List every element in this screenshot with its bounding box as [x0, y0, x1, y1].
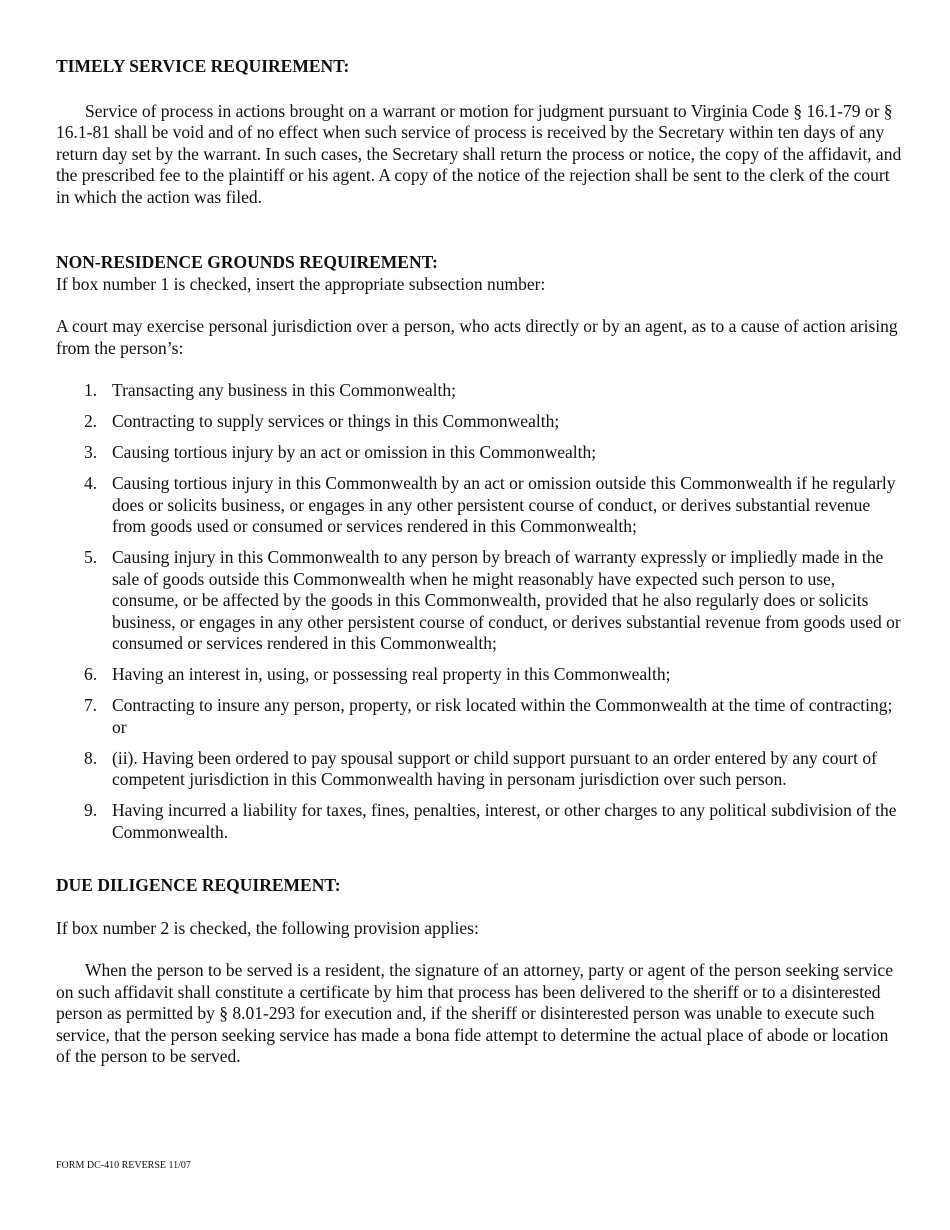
list-item — [56, 442, 902, 464]
form-id-footer: FORM DC-410 REVERSE 11/07 — [56, 1160, 191, 1171]
list-item-number: 1. — [84, 380, 98, 400]
list-item-text: (ii). Having been ordered to pay spousal support or child support pursuant to an order entered by any court of competent jurisdiction in this Commonwealth having in personam jurisdiction over such person. — [112, 747, 877, 789]
non-residence-paragraph: A court may exercise personal jurisdiction over a person, who acts directly or by an agent, as to a cause of action arising from the person’s: — [56, 316, 898, 358]
non-residence-intro: If box number 1 is checked, insert the appropriate subsection number: — [56, 273, 546, 294]
list-item-number: 6. — [84, 664, 98, 684]
list-item — [56, 664, 902, 686]
jurisdiction-list — [56, 380, 902, 843]
list-item-text: Contracting to insure any person, property, or risk located within the Commonwealth at the time of contracting; or — [112, 695, 893, 737]
list-item-text: Having an interest in, using, or possessing real property in this Commonwealth; — [112, 664, 671, 684]
due-diligence-intro: If box number 2 is checked, the following provision applies: — [56, 917, 479, 938]
due-diligence-heading: DUE DILIGENCE REQUIREMENT: — [56, 875, 341, 895]
timely-service-section — [56, 56, 902, 208]
list-item-text: Causing tortious injury in this Commonwealth by an act or omission outside this Commonwealth if he regularly does or solicits business, or engages in any other persistent course of conduct, or derives substantial revenue from goods used or consumed or services rendered in this Commonwealth; — [112, 473, 896, 536]
list-item-text: Causing tortious injury by an act or omission in this Commonwealth; — [112, 442, 597, 462]
list-item-number: 5. — [84, 547, 98, 567]
list-item-text: Having incurred a liability for taxes, fines, penalties, interest, or other charges to any political subdivision of the Commonwealth. — [112, 800, 897, 842]
list-item-number: 4. — [84, 473, 98, 493]
list-item-text: Causing injury in this Commonwealth to any person by breach of warranty expressly or impliedly made in the sale of goods outside this Commonwealth when he might reasonably have expected such person to use, consume, or be affected by the goods in this Commonwealth, provided that he also regularly does or solicits business, or engages in any other persistent course of conduct, or derives substantial revenue from goods used or consumed or services rendered in this Commonwealth; — [112, 547, 901, 653]
list-item — [56, 473, 902, 538]
document-page — [56, 56, 902, 1068]
list-item-number: 3. — [84, 442, 98, 462]
list-item — [56, 547, 902, 655]
list-item — [56, 800, 902, 843]
non-residence-section — [56, 252, 902, 843]
list-item-number: 7. — [84, 695, 98, 715]
list-item-text: Transacting any business in this Commonwealth; — [112, 380, 456, 400]
list-item — [56, 695, 902, 738]
non-residence-heading: NON-RESIDENCE GROUNDS REQUIREMENT: — [56, 252, 438, 272]
list-item-number: 8. — [84, 747, 98, 768]
timely-service-body: Service of process in actions brought on a warrant or motion for judgment pursuant to Virginia Code § 16.1-79 or § 16.1-81 shall be void and of no effect when such service of process is received by the Secretary within ten days of any return day set by the warrant. In such cases, the Secretary shall return the process or notice, the copy of the affidavit, and the prescribed fee to the plaintiff or his agent. A copy of the notice of the rejection shall be sent to the clerk of the court in which the action was filed. — [56, 100, 902, 207]
timely-service-heading: TIMELY SERVICE REQUIREMENT: — [56, 56, 350, 76]
list-item-number: 9. — [84, 800, 98, 820]
due-diligence-body: When the person to be served is a resident, the signature of an attorney, party or agent of the person seeking service on such affidavit shall constitute a certificate by him that process has been delivered to the sheriff or to a disinterested person as permitted by § 8.01-293 for execution and, if the sheriff or disinterested person was unable to execute such service, that the person seeking service has made a bona fide attempt to determine the actual place of abode or location of the person to be served. — [56, 960, 893, 1066]
list-item — [56, 748, 902, 791]
list-item — [56, 411, 902, 433]
list-item-text: Contracting to supply services or things in this Commonwealth; — [112, 411, 560, 431]
due-diligence-section — [56, 875, 902, 1068]
list-item-number: 2. — [84, 411, 98, 431]
list-item — [56, 380, 902, 402]
